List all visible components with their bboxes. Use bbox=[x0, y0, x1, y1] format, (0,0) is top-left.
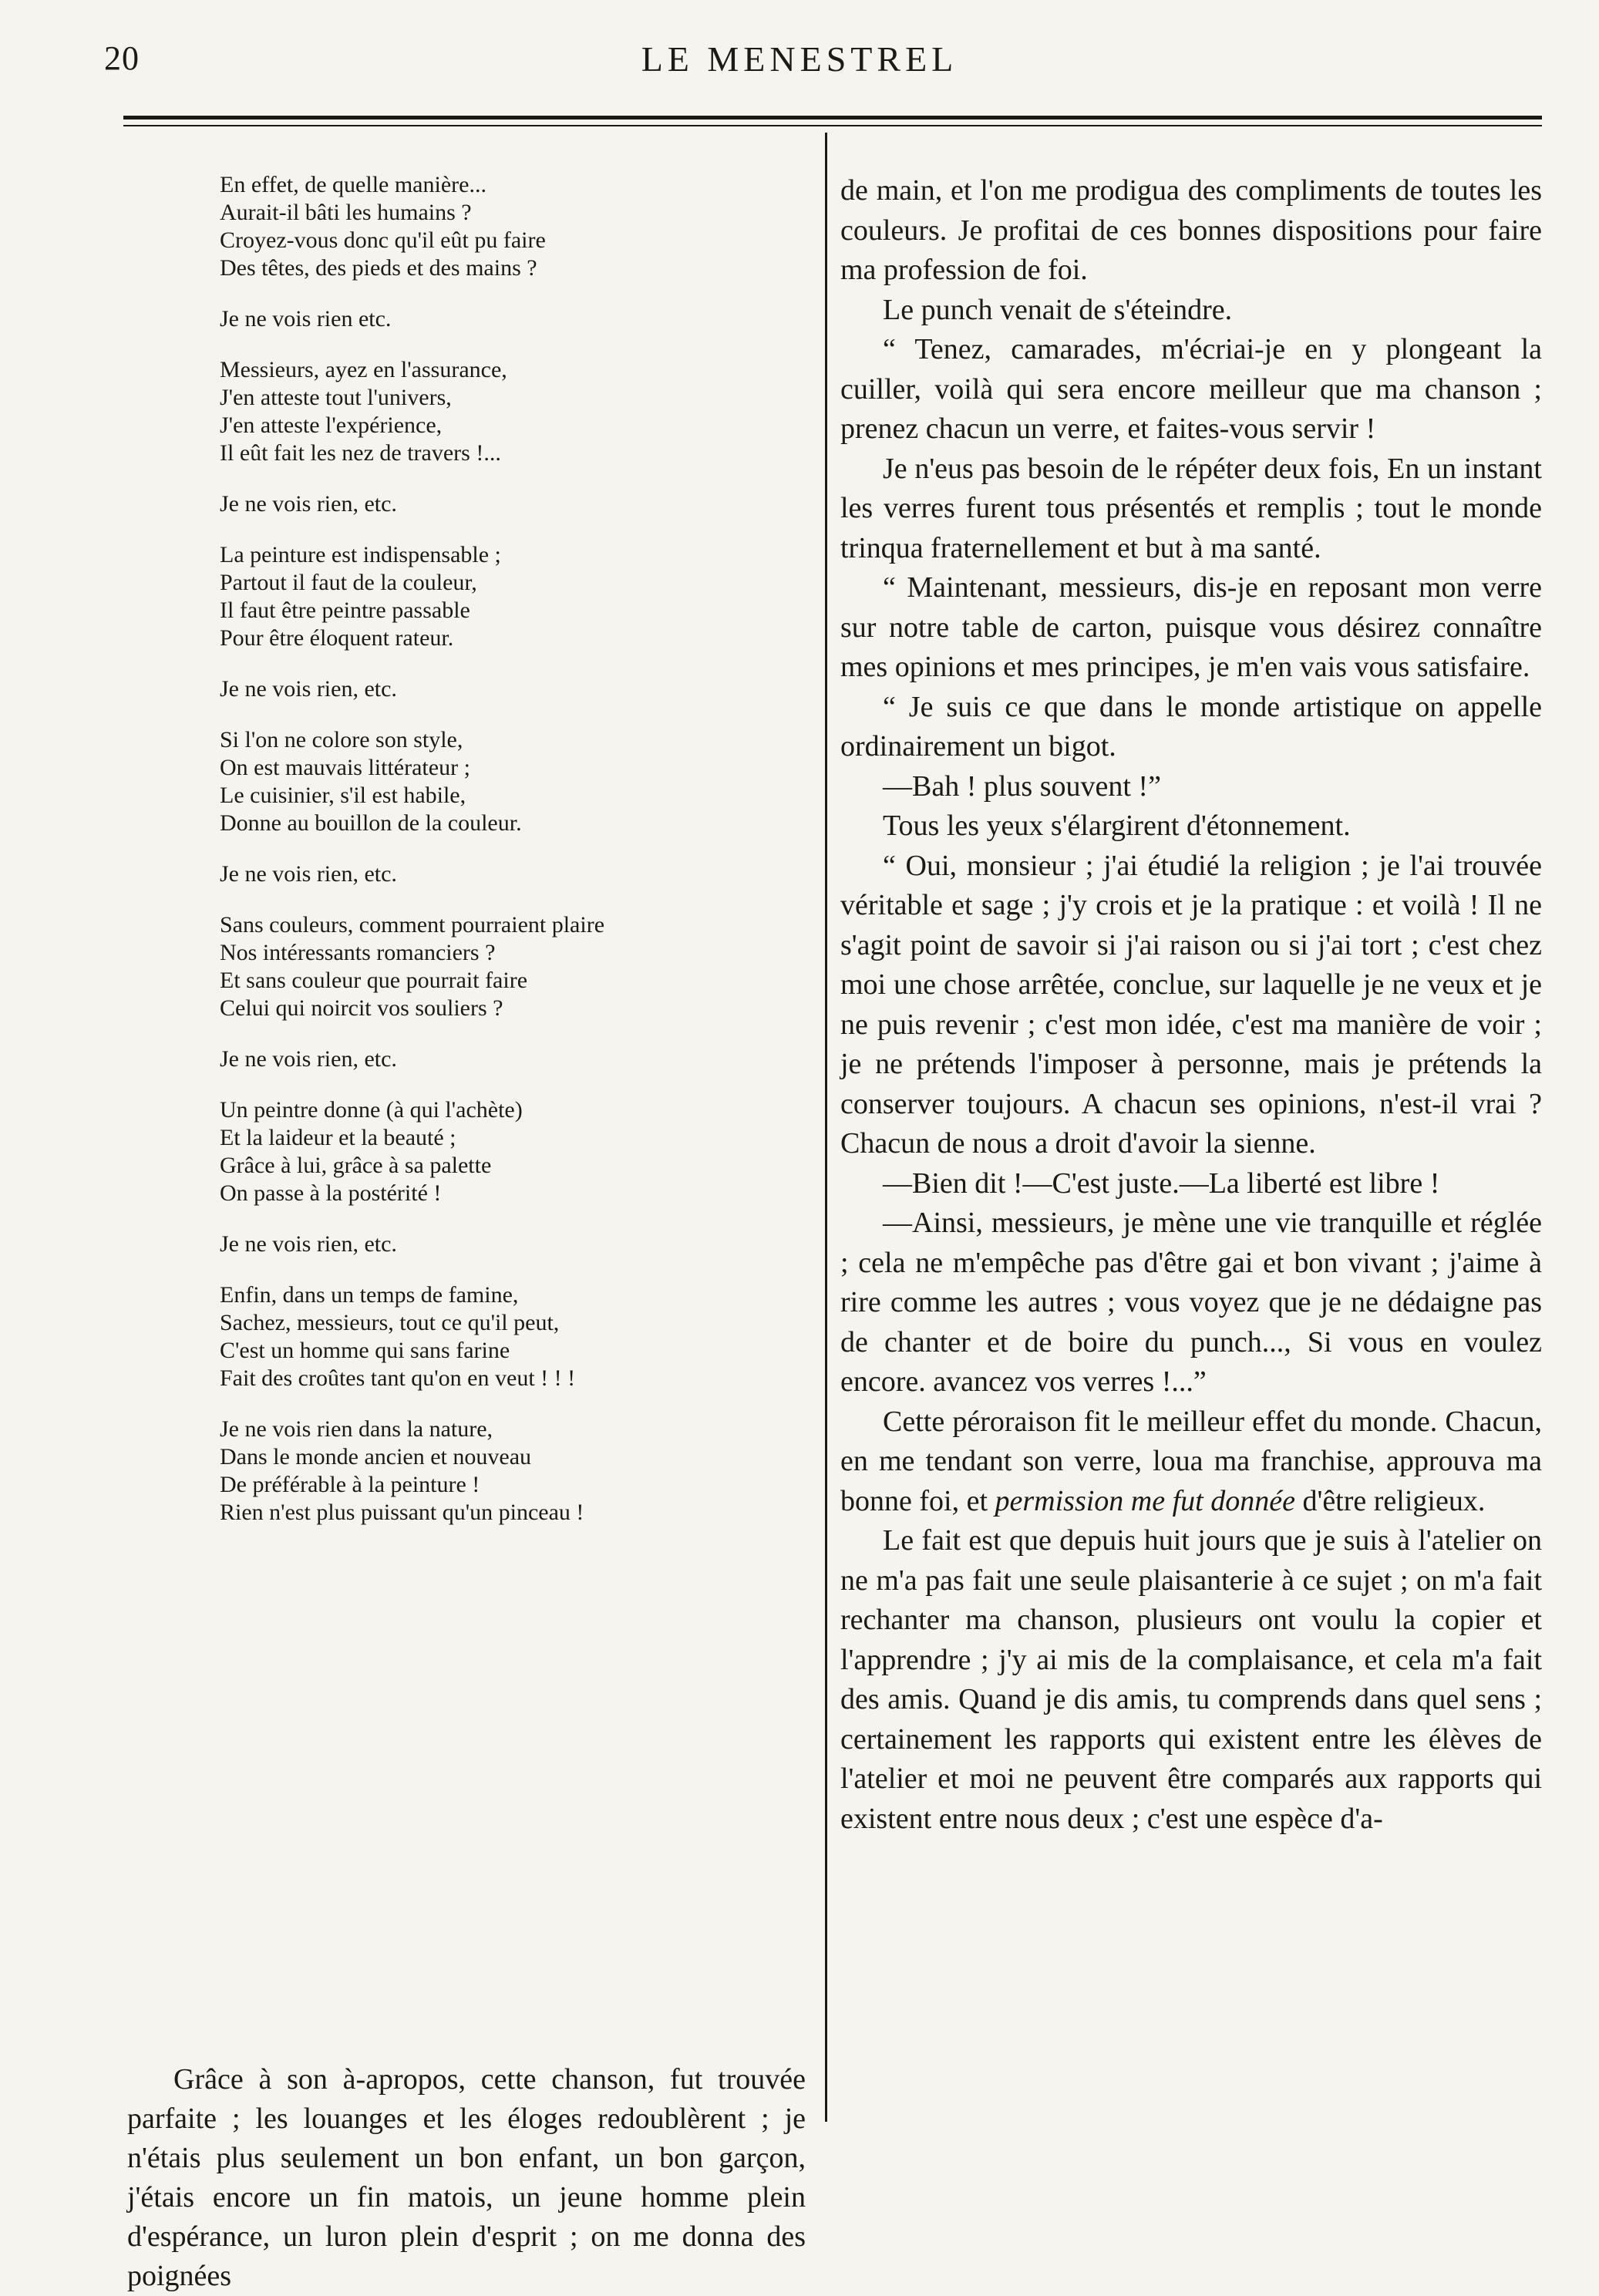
poem-line: J'en atteste tout l'univers, bbox=[220, 385, 452, 410]
poem-line: C'est un homme qui sans farine bbox=[220, 1338, 510, 1363]
prose-paragraph: de main, et l'on me prodigua des compliments de toutes les couleurs. Je profitai de ces bonnes dispositions pour faire ma profession de foi. bbox=[840, 174, 1542, 286]
poem-line: Partout il faut de la couleur, bbox=[220, 570, 477, 595]
poem-line: Celui qui noircit vos souliers ? bbox=[220, 995, 503, 1021]
poem-line: Croyez-vous donc qu'il eût pu faire bbox=[220, 227, 546, 253]
poem bbox=[220, 171, 806, 1550]
poem-refrain: Je ne vois rien etc. bbox=[220, 306, 392, 332]
poem-line: Fait des croûtes tant qu'on en veut ! ! ! bbox=[220, 1365, 576, 1391]
page-header bbox=[0, 39, 1599, 93]
poem-line: Rien n'est plus puissant qu'un pinceau ! bbox=[220, 1500, 584, 1525]
poem-line: En effet, de quelle manière... bbox=[220, 172, 486, 197]
poem-line: On passe à la postérité ! bbox=[220, 1180, 442, 1206]
poem-line: On est mauvais littérateur ; bbox=[220, 755, 470, 780]
prose-paragraph: Tous les yeux s'élargirent d'étonnement. bbox=[883, 810, 1351, 842]
prose-paragraph bbox=[840, 1402, 1542, 1522]
poem-line: Donne au bouillon de la couleur. bbox=[220, 810, 522, 836]
poem-refrain: Je ne vois rien, etc. bbox=[220, 491, 397, 517]
poem-stanza bbox=[220, 1416, 806, 1527]
poem-line: Il eût fait les nez de travers !... bbox=[220, 440, 501, 466]
prose-paragraph: “ Maintenant, messieurs, dis-je en reposant mon verre sur notre table de carton, puisque vous désirez connaître mes opinions et mes principes, je m'en vais vous satisfaire. bbox=[840, 571, 1542, 683]
poem-stanza bbox=[220, 356, 806, 467]
poem-stanza bbox=[220, 1281, 806, 1392]
poem-line: Et sans couleur que pourrait faire bbox=[220, 968, 528, 993]
left-prose bbox=[127, 2060, 806, 2296]
poem-refrain: Je ne vois rien, etc. bbox=[220, 676, 397, 702]
prose-paragraph: —Ainsi, messieurs, je mène une vie tranquille et réglée ; cela ne m'empêche pas d'être gai et bon vivant ; j'aime à rire comme les autres ; vous voyez que je ne dédaigne pas de chanter et de boire du punch..., Si vous en voulez encore. avancez vos verres !...” bbox=[840, 1207, 1542, 1398]
poem-line: Pour être éloquent rateur. bbox=[220, 625, 454, 651]
poem-line: Messieurs, ayez en l'assurance, bbox=[220, 357, 507, 382]
poem-line: Nos intéressants romanciers ? bbox=[220, 940, 496, 965]
poem-line: La peinture est indispensable ; bbox=[220, 542, 501, 567]
prose-paragraph: Le fait est que depuis huit jours que je suis à l'atelier on ne m'a pas fait une seule plaisanterie à ce sujet ; on m'a fait rechanter ma chanson, plusieurs ont voulu la copier et l'apprendre ; j'y ai mis de la complaisance, et cela m'a fait des amis. Quand je dis amis, tu comprends dans quel sens ; certainement les rapports qui existent entre les élèves de l'atelier et moi ne peuvent être comparés aux rapports qui existent entre nous deux ; c'est une espèce d'a- bbox=[840, 1524, 1542, 1835]
poem-stanza bbox=[220, 541, 806, 652]
poem-line: Un peintre donne (à qui l'achète) bbox=[220, 1097, 523, 1123]
header-rule-thin bbox=[123, 125, 1542, 126]
poem-line: Aurait-il bâti les humains ? bbox=[220, 200, 472, 225]
prose-text: d'être religieux. bbox=[1294, 1484, 1486, 1517]
poem-stanza bbox=[220, 1096, 806, 1207]
page-number: 20 bbox=[104, 39, 140, 77]
prose-paragraph: Grâce à son à-apropos, cette chanson, fut trouvée parfaite ; les louanges et les éloges redoublèrent ; je n'étais plus seulement un bon enfant, un bon garçon, j'étais encore un fin matois, un jeune homme plein d'espérance, un luron plein d'esprit ; on me donna des poignées bbox=[127, 2063, 806, 2292]
poem-line: De préférable à la peinture ! bbox=[220, 1472, 480, 1497]
poem-line: Si l'on ne colore son style, bbox=[220, 727, 463, 752]
poem-line: Grâce à lui, grâce à sa palette bbox=[220, 1153, 492, 1178]
poem-line: Dans le monde ancien et nouveau bbox=[220, 1444, 532, 1470]
poem-refrain: Je ne vois rien, etc. bbox=[220, 861, 397, 887]
poem-line: J'en atteste l'expérience, bbox=[220, 412, 443, 438]
poem-line: Et la laideur et la beauté ; bbox=[220, 1125, 456, 1150]
right-column bbox=[840, 171, 1542, 1839]
column-divider bbox=[825, 133, 827, 2122]
prose-paragraph: —Bien dit !—C'est juste.—La liberté est libre ! bbox=[883, 1167, 1440, 1200]
prose-paragraph: Le punch venait de s'éteindre. bbox=[883, 293, 1233, 326]
journal-title: LE MENESTREL bbox=[641, 39, 958, 79]
poem-line: Sans couleurs, comment pourraient plaire bbox=[220, 912, 605, 938]
poem-line: Le cuisinier, s'il est habile, bbox=[220, 783, 466, 808]
header-rule bbox=[123, 116, 1542, 120]
poem-line: Sachez, messieurs, tout ce qu'il peut, bbox=[220, 1310, 560, 1335]
prose-paragraph: Je n'eus pas besoin de le répéter deux fois, En un instant les verres furent tous présentés et remplis ; tout le monde trinqua fraternellement et but à ma santé. bbox=[840, 452, 1542, 564]
poem-stanza bbox=[220, 726, 806, 837]
poem-line: Il faut être peintre passable bbox=[220, 598, 470, 623]
poem-line: Des têtes, des pieds et des mains ? bbox=[220, 255, 537, 281]
poem-stanza bbox=[220, 911, 806, 1022]
poem-stanza bbox=[220, 171, 806, 282]
poem-line: Enfin, dans un temps de famine, bbox=[220, 1282, 519, 1308]
italic-phrase: permission me fut donnée bbox=[995, 1484, 1295, 1517]
prose-paragraph: “ Je suis ce que dans le monde artistique on appelle ordinairement un bigot. bbox=[840, 690, 1542, 763]
poem-refrain: Je ne vois rien, etc. bbox=[220, 1046, 397, 1072]
prose-paragraph: “ Tenez, camarades, m'écriai-je en y plongeant la cuiller, voilà qui sera encore meilleur que ma chanson ; prenez chacun un verre, et faites-vous servir ! bbox=[840, 333, 1542, 445]
poem-line: Je ne vois rien dans la nature, bbox=[220, 1416, 493, 1442]
prose-text: Cette péroraison fit le meilleur effet du monde. Chacun, en me tendant son verre, loua ma franchise, approuva ma bonne foi, et bbox=[840, 1405, 1542, 1517]
prose-paragraph: “ Oui, monsieur ; j'ai étudié la religion ; je l'ai trouvée véritable et sage ; j'y crois et je la pratique : et voilà ! Il ne s'agit point de savoir si j'ai raison ou si j'ai tort ; c'est chez moi une chose arrêtée, conclue, sur laquelle je ne veux et je ne puis revenir ; c'est mon idée, c'est ma manière de voir ; je ne prétends l'imposer à personne, mais je prétends la conserver toujours. A chacun ses opinions, n'est-il vrai ? Chacun de nous a droit d'avoir la sienne. bbox=[840, 849, 1542, 1160]
poem-refrain: Je ne vois rien, etc. bbox=[220, 1231, 397, 1257]
prose-paragraph: —Bah ! plus souvent !” bbox=[883, 769, 1161, 803]
